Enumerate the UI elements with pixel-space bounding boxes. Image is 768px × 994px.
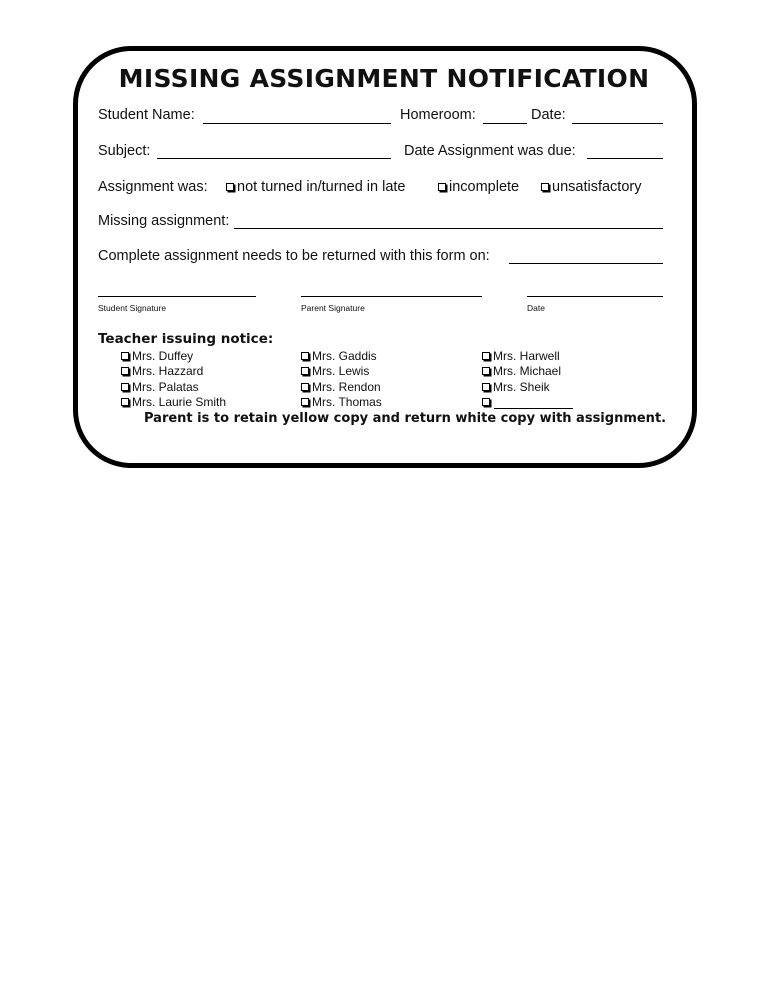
teacher-option[interactable]: Mrs. Harwell: [482, 349, 560, 363]
student-name-label: Student Name:: [98, 107, 195, 123]
checkbox-icon: [482, 352, 490, 360]
parent-signature-line[interactable]: [301, 296, 482, 297]
return-label: Complete assignment needs to be returned with this form on:: [98, 248, 490, 264]
teacher-option[interactable]: Mrs. Sheik: [482, 380, 550, 394]
teacher-option[interactable]: Mrs. Michael: [482, 364, 561, 378]
teacher-option[interactable]: Mrs. Rendon: [301, 380, 381, 394]
checkbox-icon: [301, 383, 309, 391]
subject-field[interactable]: [157, 158, 391, 159]
checkbox-icon: [438, 183, 446, 191]
date-due-field[interactable]: [587, 158, 663, 159]
student-name-field[interactable]: [203, 123, 391, 124]
date-due-label: Date Assignment was due:: [404, 143, 576, 159]
assignment-was-label: Assignment was:: [98, 179, 208, 195]
option-incomplete[interactable]: incomplete: [438, 179, 519, 195]
checkbox-icon: [482, 367, 490, 375]
signature-date-label: Date: [527, 303, 545, 313]
return-date-field[interactable]: [509, 263, 663, 264]
checkbox-icon: [121, 352, 129, 360]
option-unsatisfactory[interactable]: unsatisfactory: [541, 179, 641, 195]
teacher-option[interactable]: Mrs. Thomas: [301, 395, 382, 409]
form-title: MISSING ASSIGNMENT NOTIFICATION: [118, 64, 650, 93]
teacher-heading: Teacher issuing notice:: [98, 331, 274, 347]
option-not-turned-in[interactable]: not turned in/turned in late: [226, 179, 405, 195]
checkbox-icon: [482, 383, 490, 391]
checkbox-icon: [301, 398, 309, 406]
checkbox-icon: [301, 367, 309, 375]
other-teacher-field[interactable]: [494, 408, 573, 409]
teacher-option-other[interactable]: [482, 395, 493, 409]
homeroom-label: Homeroom:: [400, 107, 476, 123]
student-signature-label: Student Signature: [98, 303, 167, 313]
student-signature-line[interactable]: [98, 296, 256, 297]
checkbox-icon: [482, 398, 490, 406]
checkbox-icon: [226, 183, 234, 191]
checkbox-icon: [121, 383, 129, 391]
checkbox-icon: [301, 352, 309, 360]
subject-label: Subject:: [98, 143, 151, 159]
teacher-option[interactable]: Mrs. Hazzard: [121, 364, 203, 378]
teacher-option[interactable]: Mrs. Gaddis: [301, 349, 377, 363]
missing-assignment-field[interactable]: [234, 228, 663, 229]
checkbox-icon: [121, 398, 129, 406]
footer-note: Parent is to retain yellow copy and return white copy with assignment.: [144, 411, 667, 426]
teacher-option[interactable]: Mrs. Lewis: [301, 364, 369, 378]
parent-signature-label: Parent Signature: [301, 303, 365, 313]
checkbox-icon: [541, 183, 549, 191]
date-field[interactable]: [572, 123, 663, 124]
teacher-option[interactable]: Mrs. Laurie Smith: [121, 395, 226, 409]
homeroom-field[interactable]: [483, 123, 527, 124]
teacher-option[interactable]: Mrs. Palatas: [121, 380, 199, 394]
signature-date-line[interactable]: [527, 296, 663, 297]
checkbox-icon: [121, 367, 129, 375]
missing-assignment-label: Missing assignment:: [98, 213, 230, 229]
teacher-option[interactable]: Mrs. Duffey: [121, 349, 193, 363]
date-label: Date:: [531, 107, 566, 123]
